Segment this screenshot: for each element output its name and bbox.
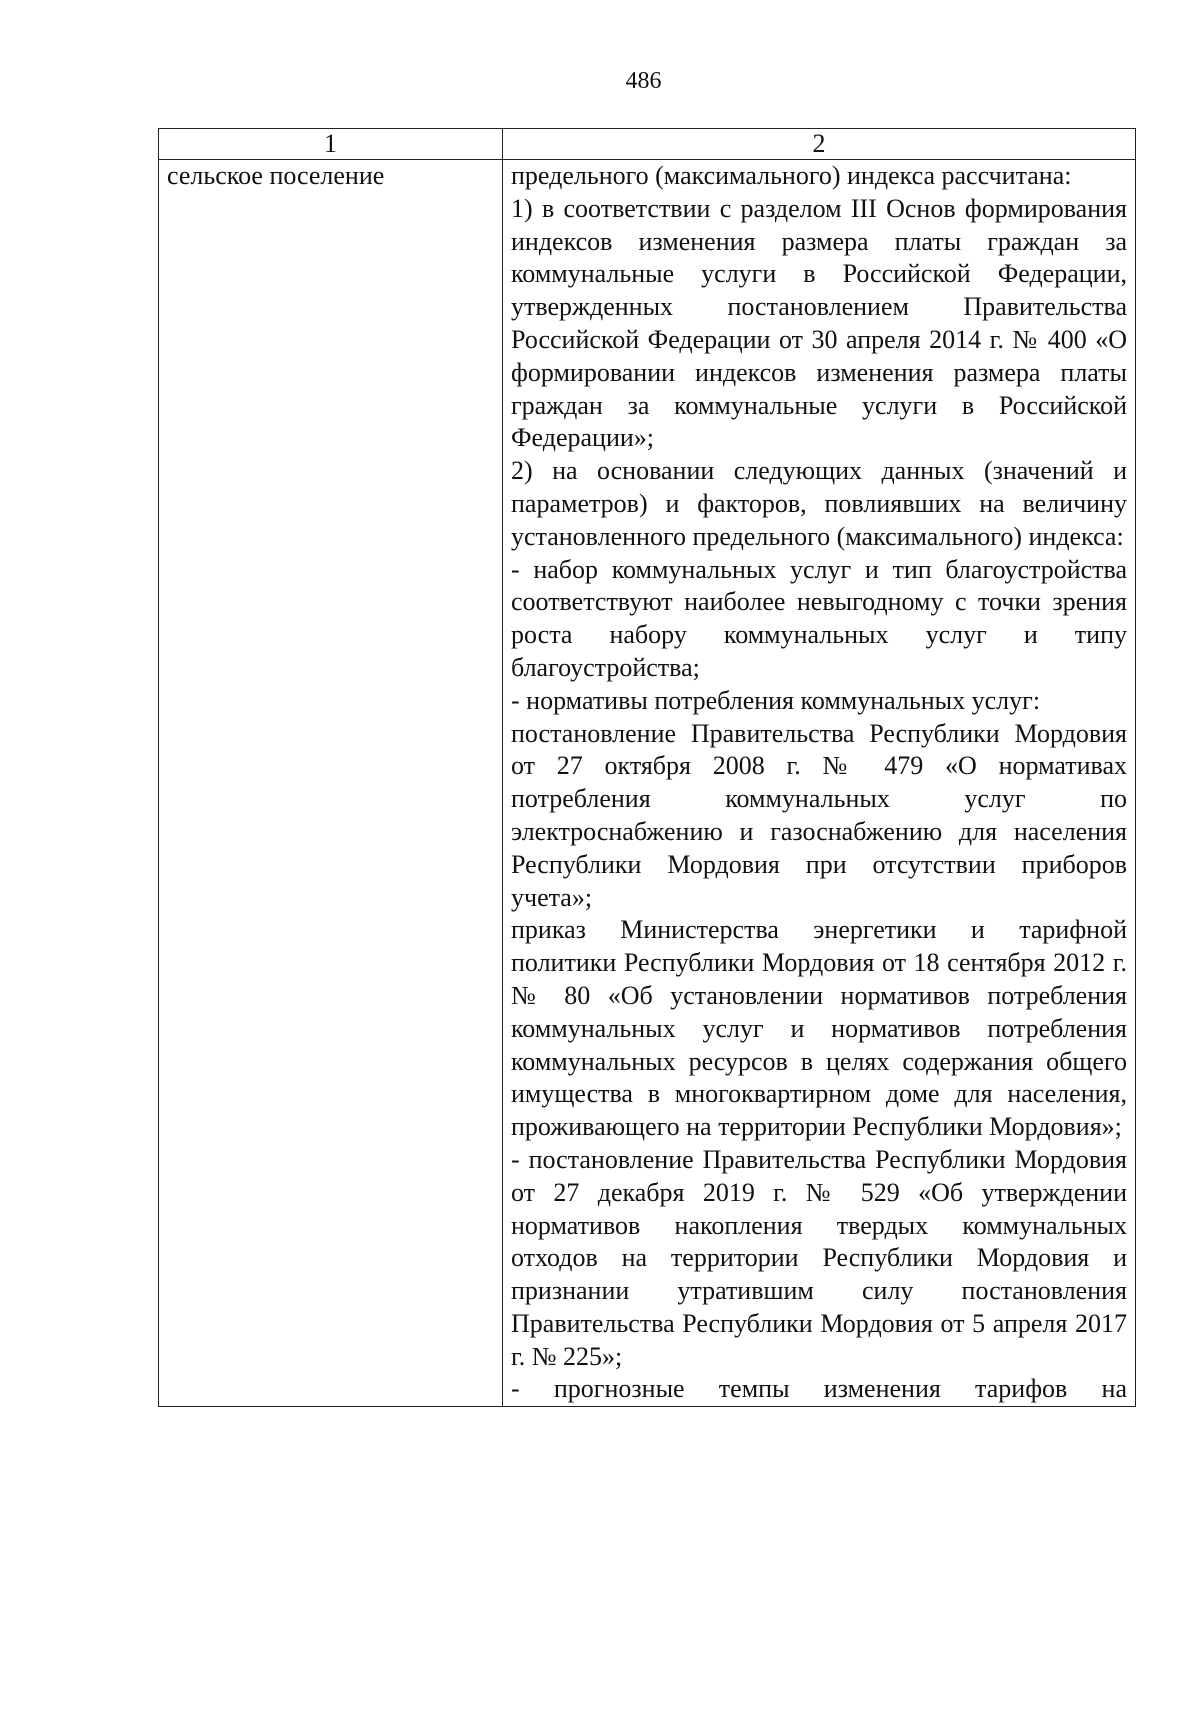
table-header-row (159, 129, 1136, 160)
paragraph-resolution-479: постановление Правительства Республики Мордовия от 27 октября 2008 г. № 479 «О нормативах потребления коммунальных услуг по электроснабжению и газоснабжению для населения Республики Мордовия при отсутствии приборов учета»; (511, 718, 1127, 912)
paragraph-resolution-529: - постановление Правительства Республики Мордовия от 27 декабря 2019 г. № 529 «Об утверждении нормативов накопления твердых коммунальных отходов на территории Республики Мордовия и признании утратившим силу постановления Правительства Республики Мордовия от 5 апреля 2017 г. № 225»; (511, 1144, 1127, 1371)
document-table (158, 128, 1136, 1407)
paragraph-item-1: 1) в соответствии с разделом III Основ формирования индексов изменения размера платы граждан за коммунальные услуги в Российской Федерации, утвержденных постановлением Правительства Российской Федерации от 30 апреля 2014 г. № 400 «О формировании индексов изменения размера платы граждан за коммунальные услуги в Российской Федерации»; (511, 193, 1127, 453)
paragraph-tariff-forecast: - прогнозные темпы изменения тарифов на (511, 1374, 1127, 1404)
municipality-type-cell: сельское поселение (159, 160, 503, 1407)
page-number: 486 (625, 68, 662, 94)
paragraph-services-set: - набор коммунальных услуг и тип благоустройства соответствуют наиболее невыгодному с точки зрения роста набору коммунальных услуг и типу благоустройства; (511, 554, 1127, 682)
paragraph-order-80: приказ Министерства энергетики и тарифной политики Республики Мордовия от 18 сентября 2012 г. № 80 «Об установлении нормативов потребления коммунальных услуг и нормативов потребления коммунальных ресурсов в целях содержания общего имущества в многоквартирном доме для населения, проживающего на территории Республики Мордовия»; (511, 915, 1127, 1142)
paragraph-item-2: 2) на основании следующих данных (значений и параметров) и факторов, повлиявших на величину установленного предельного (максимального) индекса: (511, 456, 1127, 551)
column-header-1: 1 (159, 129, 503, 160)
paragraph-norms-heading: - нормативы потребления коммунальных услуг: (511, 685, 1041, 715)
paragraph-intro: предельного (максимального) индекса рассчитана: (511, 161, 1072, 190)
column-header-2: 2 (503, 129, 1136, 160)
index-justification-cell (503, 160, 1136, 1407)
table-row (159, 160, 1136, 1407)
